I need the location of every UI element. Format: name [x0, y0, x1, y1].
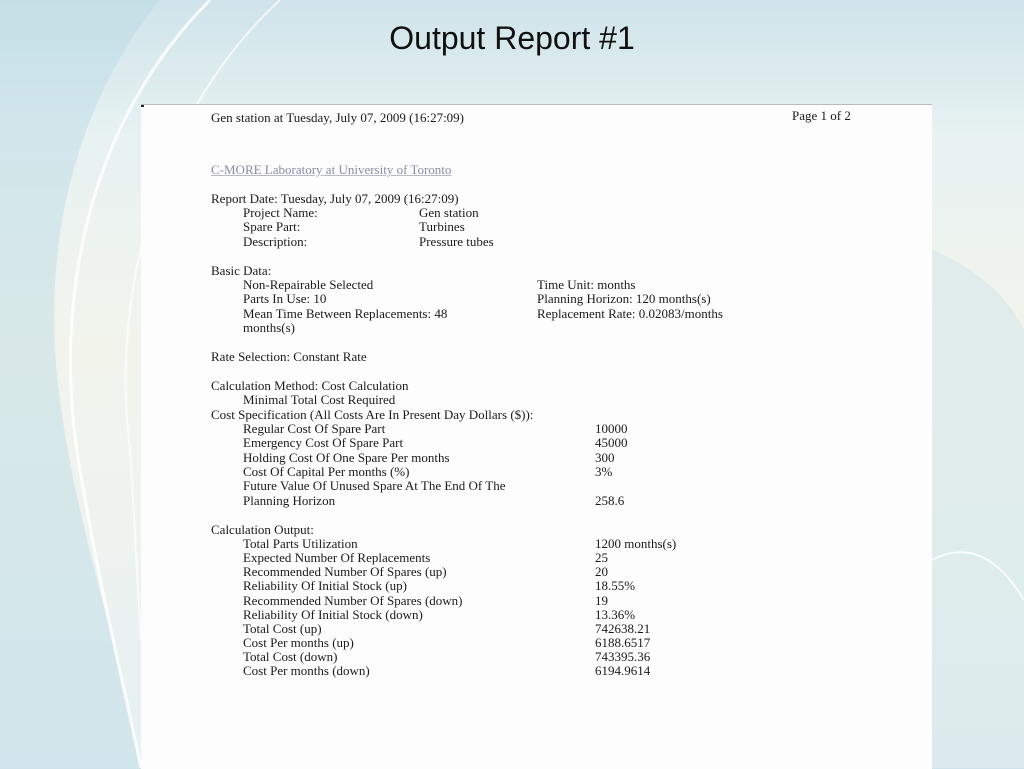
cost-spec-value: 258.6 — [595, 493, 625, 508]
output-label: Recommended Number Of Spares (up) — [243, 564, 447, 579]
basic-data-item: Planning Horizon: 120 months(s) — [537, 291, 711, 306]
basic-data-item: Time Unit: months — [537, 277, 636, 292]
output-value: 19 — [595, 593, 608, 608]
output-label: Reliability Of Initial Stock (up) — [243, 578, 407, 593]
output-value: 25 — [595, 550, 608, 565]
calculation-method: Calculation Method: Cost Calculation — [211, 378, 409, 393]
rate-selection: Rate Selection: Constant Rate — [211, 349, 367, 364]
lab-link[interactable]: C-MORE Laboratory at University of Toronto — [211, 162, 452, 177]
cost-spec-value: 10000 — [595, 421, 628, 436]
cost-spec-value: 45000 — [595, 435, 628, 450]
scan-corner-mark — [141, 104, 144, 107]
basic-data-item: months(s) — [243, 320, 295, 335]
output-value: 1200 months(s) — [595, 536, 677, 551]
output-label: Cost Per months (down) — [243, 663, 370, 678]
slide-title: Output Report #1 — [389, 20, 635, 56]
cost-spec-label: Cost Of Capital Per months (%) — [243, 464, 410, 479]
scanned-report-page — [141, 104, 932, 769]
basic-data-item: Replacement Rate: 0.02083/months — [537, 306, 723, 321]
output-value: 18.55% — [595, 578, 636, 593]
output-label: Expected Number Of Replacements — [243, 550, 431, 565]
cost-spec-label: Emergency Cost Of Spare Part — [243, 435, 404, 450]
cost-spec-label: Future Value Of Unused Spare At The End Of The — [243, 478, 506, 493]
cost-spec-heading: Cost Specification (All Costs Are In Present Day Dollars ($)): — [211, 407, 534, 422]
output-value: 20 — [595, 564, 608, 579]
field-label: Project Name: — [243, 205, 318, 220]
basic-data-item: Mean Time Between Replacements: 48 — [243, 306, 448, 321]
output-label: Total Cost (up) — [243, 621, 322, 636]
output-value: 13.36% — [595, 607, 636, 622]
basic-data-item: Parts In Use: 10 — [243, 291, 327, 306]
output-label: Cost Per months (up) — [243, 635, 354, 650]
output-label: Reliability Of Initial Stock (down) — [243, 607, 423, 622]
output-value: 743395.36 — [595, 649, 651, 664]
calculation-output-heading: Calculation Output: — [211, 522, 314, 537]
field-value: Gen station — [419, 205, 479, 220]
basic-data-heading: Basic Data: — [211, 263, 272, 278]
cost-spec-value: 300 — [595, 450, 615, 465]
report-date: Report Date: Tuesday, July 07, 2009 (16:27:09) — [211, 191, 459, 206]
page-indicator: Page 1 of 2 — [792, 108, 851, 123]
field-label: Spare Part: — [243, 219, 301, 234]
field-label: Description: — [243, 234, 308, 249]
output-label: Total Parts Utilization — [243, 536, 358, 551]
cost-spec-value: 3% — [595, 464, 613, 479]
cost-spec-label: Holding Cost Of One Spare Per months — [243, 450, 450, 465]
output-value: 6188.6517 — [595, 635, 651, 650]
output-label: Recommended Number Of Spares (down) — [243, 593, 463, 608]
output-label: Total Cost (down) — [243, 649, 338, 664]
field-value: Pressure tubes — [419, 234, 494, 249]
calculation-requirement: Minimal Total Cost Required — [243, 392, 396, 407]
cost-spec-label: Regular Cost Of Spare Part — [243, 421, 386, 436]
basic-data-item: Non-Repairable Selected — [243, 277, 374, 292]
cost-spec-label: Planning Horizon — [243, 493, 336, 508]
report-header: Gen station at Tuesday, July 07, 2009 (16:27:09) — [211, 110, 465, 125]
output-value: 6194.9614 — [595, 663, 651, 678]
field-value: Turbines — [419, 219, 465, 234]
output-value: 742638.21 — [595, 621, 651, 636]
